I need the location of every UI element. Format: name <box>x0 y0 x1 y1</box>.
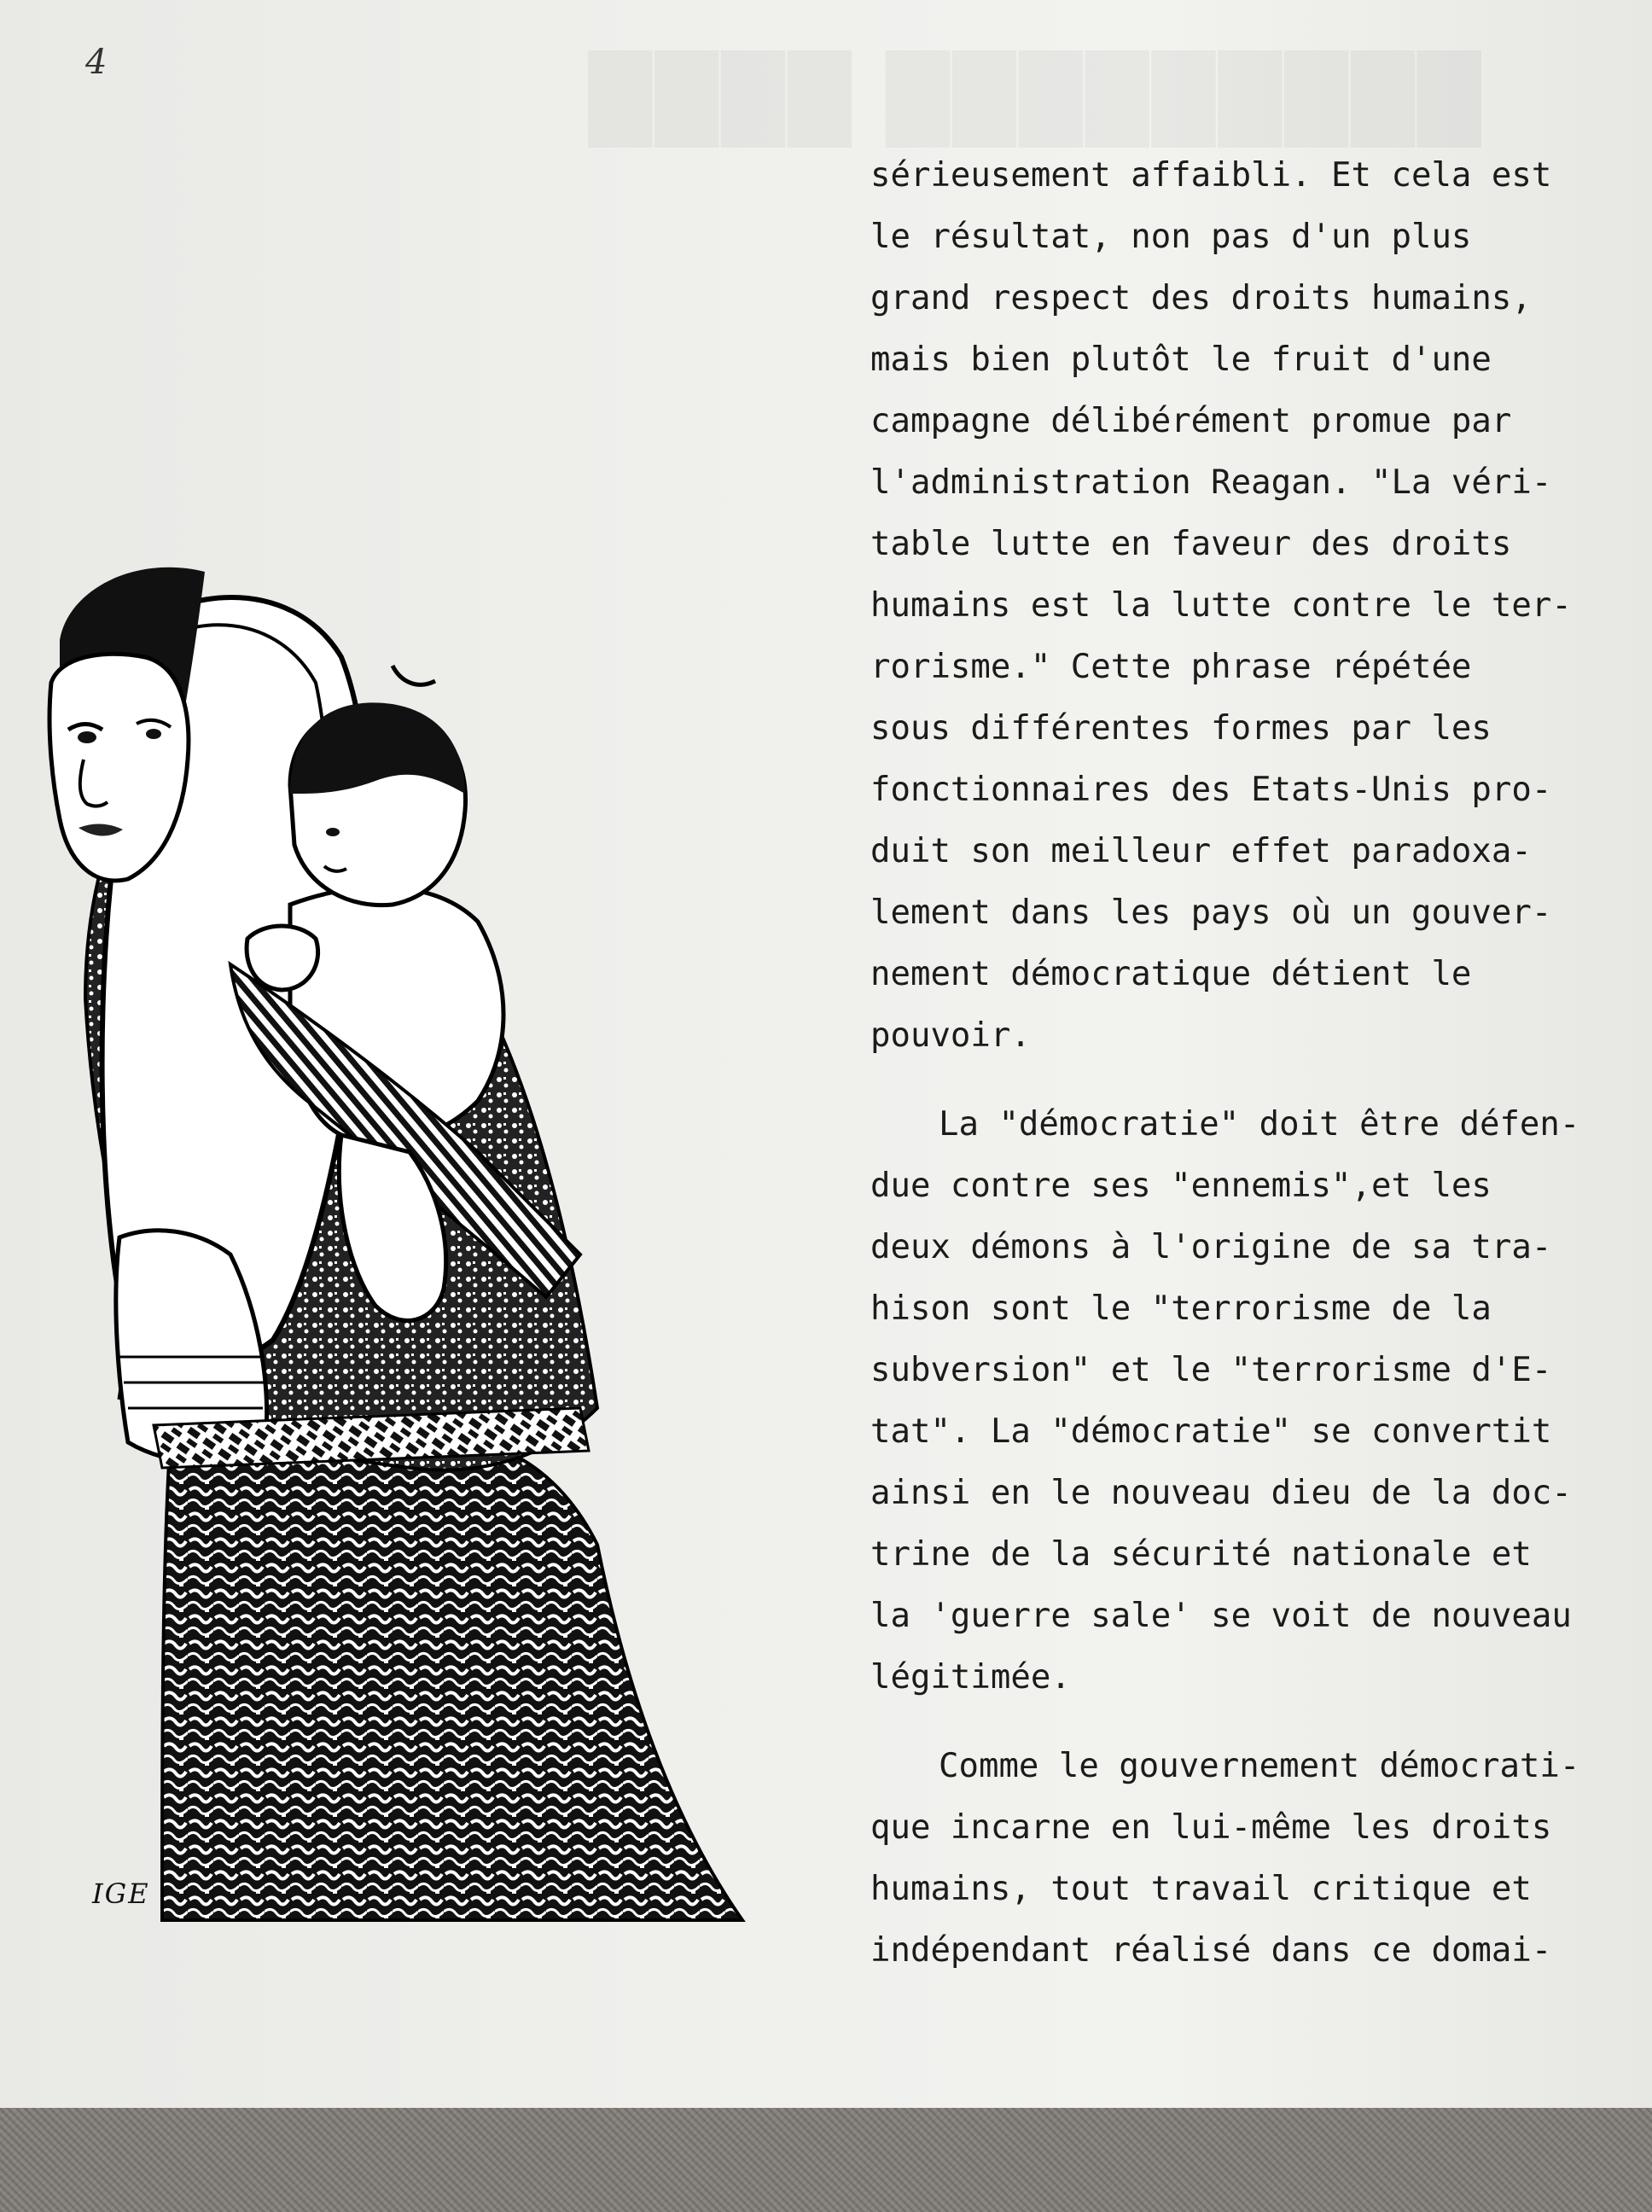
text-line: hison sont le "terrorisme de la <box>870 1289 1492 1328</box>
text-line: sérieusement affaibli. Et cela est <box>870 156 1552 195</box>
text-line: mais bien plutôt le fruit d'une <box>870 341 1492 379</box>
text-line: indépendant réalisé dans ce domai- <box>870 1931 1552 1970</box>
text-line: rorisme." Cette phrase répétée <box>870 648 1472 686</box>
text-line: grand respect des droits humains, <box>870 279 1532 317</box>
text-line: pouvoir. <box>870 1016 1031 1055</box>
text-line: l'administration Reagan. "La véri- <box>870 463 1552 502</box>
bleed-through-text <box>589 51 1484 147</box>
text-line: sous différentes formes par les <box>870 709 1492 748</box>
text-line: la 'guerre sale' se voit de nouveau <box>870 1597 1572 1635</box>
text-line: La "démocratie" doit être défen- <box>939 1105 1580 1144</box>
carpet-background <box>0 2108 1652 2212</box>
text-column <box>870 145 1638 1982</box>
text-line: campagne délibérément promue par <box>870 402 1512 440</box>
text-line: humains est la lutte contre le ter- <box>870 586 1572 625</box>
text-line: le résultat, non pas d'un plus <box>870 218 1472 256</box>
text-line: duit son meilleur effet paradoxa- <box>870 832 1532 870</box>
text-line: table lutte en faveur des droits <box>870 525 1512 563</box>
mother-and-child-illustration <box>34 538 768 1937</box>
text-line: subversion" et le "terrorisme d'E- <box>870 1351 1552 1389</box>
text-line: tat". La "démocratie" se convertit <box>870 1412 1552 1451</box>
text-line: humains, tout travail critique et <box>870 1870 1532 1908</box>
text-line: trine de la sécurité nationale et <box>870 1535 1532 1574</box>
text-line: fonctionnaires des Etats-Unis pro- <box>870 771 1552 809</box>
text-line: nement démocratique détient le <box>870 955 1472 993</box>
text-line: que incarne en lui-même les droits <box>870 1808 1552 1847</box>
text-line: due contre ses "ennemis",et les <box>870 1167 1492 1205</box>
page-number: 4 <box>85 43 108 82</box>
text-line: lement dans les pays où un gouver- <box>870 894 1552 932</box>
text-line: deux démons à l'origine de sa tra- <box>870 1228 1552 1266</box>
text-line: ainsi en le nouveau dieu de la doc- <box>870 1474 1572 1512</box>
paragraph <box>870 1736 1638 1982</box>
paragraph <box>870 1094 1638 1708</box>
text-line: Comme le gouvernement démocrati- <box>939 1747 1580 1785</box>
paragraph <box>870 145 1638 1067</box>
text-line: légitimée. <box>870 1658 1071 1697</box>
artist-signature: IGE <box>92 1877 150 1910</box>
